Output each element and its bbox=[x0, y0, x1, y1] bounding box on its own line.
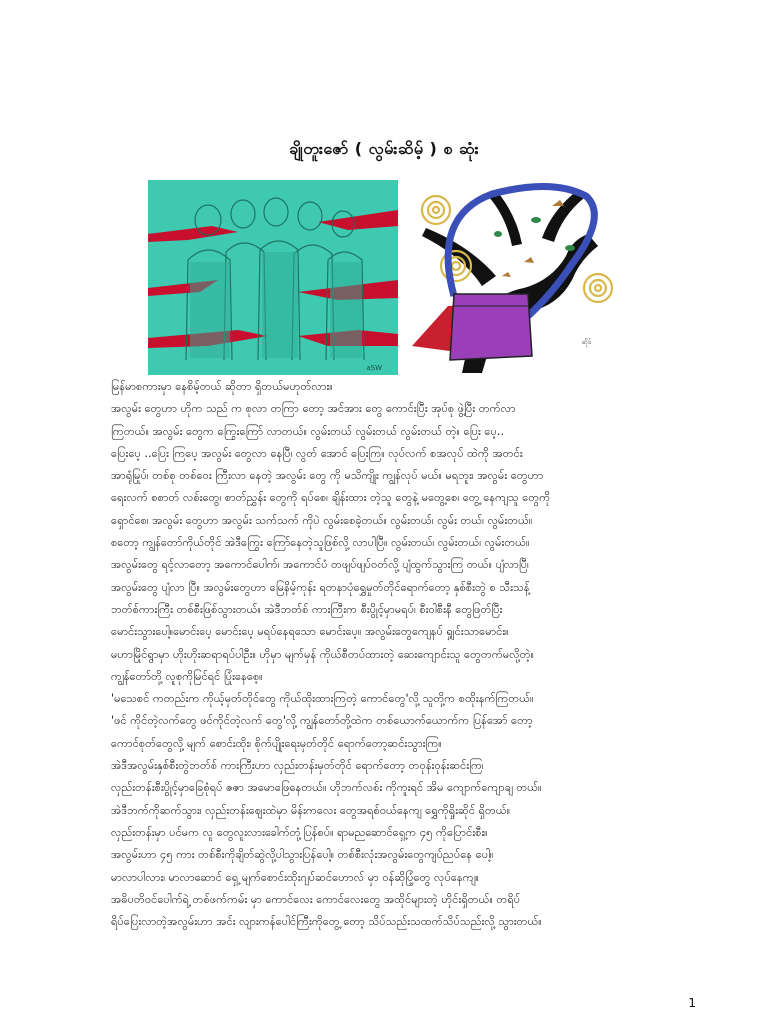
left-illustration bbox=[148, 180, 398, 375]
text-line: မဟာမြိုင်ရွာမှာ ဟိုးဟိုးဆရာရပ်ပါဦး။ ဟိုမှာ မျက်မှန် ကိုယ်စီတပ်ထားတဲ့ ဆေးကျောင်းသူ တွေတက်မလို့တဲ့။ bbox=[111, 647, 534, 661]
text-line: ရိပ်ပြေးလာတဲ့အလွမ်းဟာ အင်း လျားကန်ပေါင်ကြီးကိုတွေ့ တော့ သိပ်သည်းသထက်သိပ်သည်းလို့ သွားတယ်။ bbox=[111, 915, 542, 929]
right-illustration bbox=[402, 176, 620, 373]
page-title: ချိုတူးဇော် ( လွမ်းဆိမ့် ) စ ဆုံး bbox=[288, 139, 480, 158]
purple-bag bbox=[450, 294, 532, 360]
page-number: 1 bbox=[688, 996, 696, 1010]
text-line: မာလာပါလား၊ မာလာဆောင် ရှေ့ မျက်စောင်းထိုးဂျပ်ဆင်ဟောလ် မှာ ဝန်ဆိုပြံ့တွေ လုပ်နေကျ။ bbox=[111, 870, 479, 884]
text-line: 'ဖင် ကိုင်တဲ့လက်တွေ ဖင်ကိုင်တဲ့လက် တွေ'လို့ ကျွန်တော်တို့ထဲက တစ်ယောက်ယောက်က ပြန်အော် တော့ bbox=[111, 714, 533, 728]
text-line: အလွမ်းတွေ ရင့်လာတော့ အကောင်ပေါက်၊ အကောင်ပံ တဖျပ်ဖျပ်ဝတ်လို့ ပျံထွက်သွားကြ တယ်။ ပျံလာပြီ၊ bbox=[111, 558, 529, 572]
text-line: ကျွန်တော်တို့ လူစုကိုမြင်ရင် ပြုံးနေစေ့။ bbox=[111, 669, 263, 683]
text-line: မောင်းသွားပေါ့။မောင်းပေ့ မောင်းပေ့ မရပ်နေရသော မောင်းပေ့။ အလွမ်းတွေကျေနပ် ရျှင်းသာမောင်း။ bbox=[111, 625, 509, 639]
text-line: ရှောင်စေ၊ အလွမ်း တွေဟာ အလွမ်း သက်သက် ကိုပဲ လွမ်းစေခဲ့တယ်။ လွမ်းတယ်၊ လွမ်း တယ်၊ လွမ်းတယ်။ bbox=[111, 513, 533, 527]
text-line: လှည်းတန်းမှာ ပင်မက လူ တွေလူးလားခေါက်တုံ့ပြန်စပ်။ ရာမညဆောင်ရှေ့က ၄၅ ကိုပြောင်းစီး။ bbox=[111, 825, 488, 839]
people-fill bbox=[190, 252, 362, 358]
text-line: အဲဒီအလွမ်းနှစ်စီးတွဲဘတ်စ် ကားကြီးဟာ လှည်းတန်းမှတ်တိုင် ရောက်တော့ တဝုန်းဝုန်းဆင်းကြ၊ bbox=[111, 759, 484, 773]
text-line: 'မသေစင် ကတည်းက ကိုယ့်မှတ်တိုင်တွေ ကိုယ်ထိုးထားကြတဲ့ ကောင်တွေ'လို့ သူတို့က စထိုးနက်ကြတယ်။ bbox=[111, 692, 534, 706]
text-line: ကောင်စုတ်တွေလို့ မျက် စောင်းထိုး၊ စိုက်ပျိုးရေးမှတ်တိုင် ရောက်တော့ဆင်းသွားကြ။ bbox=[111, 736, 442, 750]
article-body bbox=[111, 376, 663, 933]
text-line: လှည်းတန်းစီးပွိုင့်မှာခြေစုံရပ် ဇဇာ အမောဖြေနေတယ်။ ဟိုဘက်လစ်း ကိုကူးရင် အိမ ကျောက်ကျောချ တယ်။ bbox=[111, 781, 542, 795]
text-line: အလွမ်းဟာ ၄၅ ကား တစ်စီးကိုချိတ်ဆွဲလို့ပါသွားပြန်ပေါ့။ တစ်စီးလုံးအလွမ်းတွေကျပ်ညပ်နေ ပေါ့။ bbox=[111, 848, 494, 862]
text-line: အလွမ်း တွေဟာ ဟိုက သည် က စုလာ တကြာ တော့ အင်အား တွေ ကောင်းပြီး အုပ်စု ဖွဲ့ပြီး တက်လာ bbox=[111, 402, 516, 416]
text-line: ဘတ်စ်ကားကြီး တစ်စီးဖြစ်သွားတယ်။ အဲဒီဘတ်စ် ကားကြီးက စီးပွိုင့်မှာမရပ်၊ စီးဝါစီးနီ တွေဖြတ်ပြီး bbox=[111, 602, 503, 616]
text-line: အာရုံမြုပ်၊ တစ်စု တစ်ဝေး ကြီးလာ နေတဲ့ အလွမ်း တွေ ကို မသိကျိုး ကျွန်လုပ် မယ်။ မရဘူး၊ အလွမ်း တွေဟာ bbox=[111, 469, 544, 483]
text-line: အဓိပတိဝင်ပေါက်ရဲ့ တစ်ဖက်ကမ်း မှာ ကောင်လေး ကောင်လေးတွေ အထိုင်များတဲ့ ဟိုင်းရှိတယ်။ တရိပ် bbox=[111, 892, 521, 906]
right-illustration-signature: ဆိုဒ် bbox=[582, 339, 591, 346]
text-line: ပြေးပေ့ ..ပြေး ကြပေ့ အလွမ်း တွေလာ နေပြီ၊ လွတ် အောင် ပြေးကြ။ လုပ်လက် စအလုပ် ထဲကို အတင်း bbox=[111, 446, 523, 460]
text-line: ကြတယ်။ အလွမ်း တွေက ကြွေးကြော် လာတယ်။ လွမ်းတယ် လွမ်းတယ် လွမ်းတယ် တဲ့။ ပြေး ပေ့.. bbox=[111, 424, 505, 438]
text-line: အလွမ်းတွေ ပျံလာ ပြီ။ အလွမ်းတွေဟာ မြေနိမ့်ကုန်း ရတနာပုံရွှေမှုတ်တိုင်ရောက်တော့ နှစ်စီးတွဲ စ သီးသန့် bbox=[111, 580, 530, 594]
text-line: ရေးလက် စစာတ် လစ်းတွေ၊ စာတ်ညွှန်း တွေကို ရပ်စေ၊ ချိန်းထား တဲ့သူ တွေနဲ့ မတွေ့စေ၊ တွေ့ နေကျသူ တွေကို bbox=[111, 491, 551, 505]
text-line: စတော့ ကျွန်တော်ကိုယ်တိုင် အဲဒီကြွေး ကြော်နေတဲ့သူဖြစ်လို့ လာပါပြီ။ လွမ်းတယ်၊ လွမ်းတယ်၊ လွမ်းတယ်။ bbox=[111, 536, 530, 550]
text-line: မြန်မာစကားမှာ နေစိမ့်တယ် ဆိုတာ ရှိတယ်မဟုတ်လား။ bbox=[111, 380, 333, 393]
text-line: အဲဒီဘက်ကိုဆက်သွား၊ လှည်းတန်းဈေးထဲမှာ မိန်းကလေး တွေအရစ်ဝယ်နေကျ ရွှေကိုရှိုးဆိုင် ရှိတယ်။ bbox=[111, 803, 511, 817]
left-illustration-signature: aSW bbox=[366, 364, 382, 372]
